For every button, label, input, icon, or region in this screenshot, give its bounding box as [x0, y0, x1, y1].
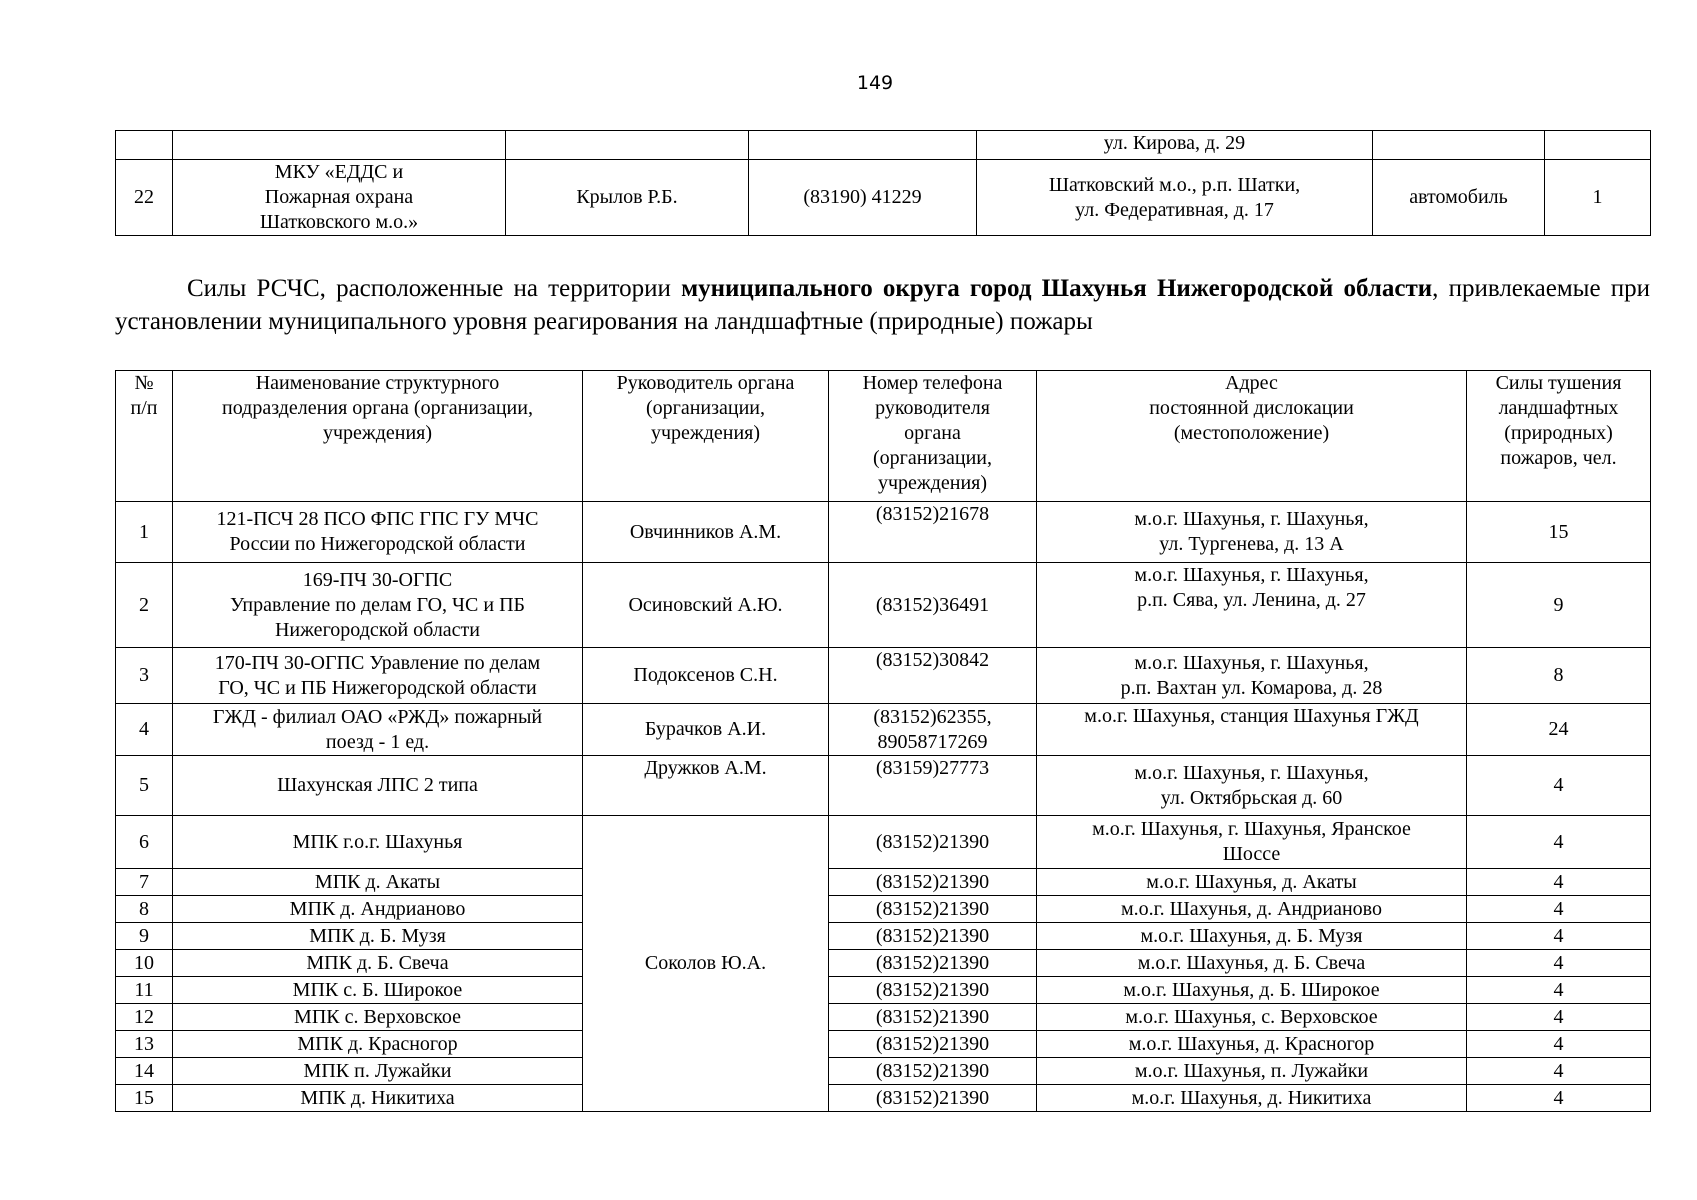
- cell-name: МПК д. Акаты: [173, 869, 583, 896]
- table-row: [116, 1031, 1651, 1058]
- cell-name: 121-ПСЧ 28 ПСО ФПС ГПС ГУ МЧС России по Нижегородской области: [173, 502, 583, 563]
- cell-head-merged: Соколов Ю.А.: [583, 816, 829, 1112]
- table-row: [116, 648, 1651, 704]
- cell-forces: 9: [1467, 563, 1651, 648]
- cell-address: м.о.г. Шахунья, д. Б. Широкое: [1037, 977, 1467, 1004]
- cell-forces: 15: [1467, 502, 1651, 563]
- cell-name: ГЖД - филиал ОАО «РЖД» пожарный поезд - 1 ед.: [173, 704, 583, 756]
- cell-address: м.о.г. Шахунья, д. Красногор: [1037, 1031, 1467, 1058]
- cell-name: 169-ПЧ 30-ОГПС Управление по делам ГО, ЧС и ПБ Нижегородской области: [173, 563, 583, 648]
- cell-forces: 4: [1467, 869, 1651, 896]
- table-row: [116, 896, 1651, 923]
- cell-forces: 4: [1467, 923, 1651, 950]
- cell-address: м.о.г. Шахунья, д. Б. Музя: [1037, 923, 1467, 950]
- cell-name: МПК г.о.г. Шахунья: [173, 816, 583, 869]
- cell-org: [173, 131, 506, 160]
- cell-head: Овчинников А.М.: [583, 502, 829, 563]
- cell-num: 11: [116, 977, 173, 1004]
- table-row: [116, 977, 1651, 1004]
- cell-num: 14: [116, 1058, 173, 1085]
- table-row: [116, 950, 1651, 977]
- header-name: Наименование структурного подразделения органа (организации, учреждения): [173, 371, 583, 502]
- cell-head: Бурачков А.И.: [583, 704, 829, 756]
- cell-name: 170-ПЧ 30-ОГПС Уравление по делам ГО, ЧС и ПБ Нижегородской области: [173, 648, 583, 704]
- cell-phone: (83159)27773: [829, 756, 1037, 816]
- cell-num: [116, 131, 173, 160]
- table-row: [116, 502, 1651, 563]
- cell-address: м.о.г. Шахунья, д. Б. Свеча: [1037, 950, 1467, 977]
- cell-transport: [1373, 131, 1545, 160]
- cell-head: Крылов Р.Б.: [506, 160, 749, 236]
- cell-address: м.о.г. Шахунья, г. Шахунья, р.п. Вахтан ул. Комарова, д. 28: [1037, 648, 1467, 704]
- cell-num: 5: [116, 756, 173, 816]
- cell-address: м.о.г. Шахунья, г. Шахунья, ул. Тургенева, д. 13 А: [1037, 502, 1467, 563]
- header-address: Адрес постоянной дислокации (местоположение): [1037, 371, 1467, 502]
- cell-phone: (83152)21390: [829, 1031, 1037, 1058]
- cell-name: МПК с. Верховское: [173, 1004, 583, 1031]
- cell-phone: (83152)30842: [829, 648, 1037, 704]
- table-row: [116, 1058, 1651, 1085]
- cell-num: 3: [116, 648, 173, 704]
- cell-name: МПК п. Лужайки: [173, 1058, 583, 1085]
- cell-address: м.о.г. Шахунья, д. Акаты: [1037, 869, 1467, 896]
- cell-count: [1545, 131, 1651, 160]
- cell-phone: (83152)21390: [829, 1085, 1037, 1112]
- cell-org: МКУ «ЕДДС и Пожарная охрана Шатковского м.о.»: [173, 160, 506, 236]
- cell-forces: 4: [1467, 1058, 1651, 1085]
- cell-phone: (83152)21390: [829, 896, 1037, 923]
- cell-phone: [749, 131, 977, 160]
- cell-address: м.о.г. Шахунья, г. Шахунья, Яранское Шоссе: [1037, 816, 1467, 869]
- table-row: [116, 563, 1651, 648]
- cell-address: м.о.г. Шахунья, с. Верховское: [1037, 1004, 1467, 1031]
- heading-text-start: Силы РСЧС, расположенные на территории: [187, 275, 682, 302]
- table-row: [116, 704, 1651, 756]
- cell-phone: (83152)21678: [829, 502, 1037, 563]
- cell-address: м.о.г. Шахунья, г. Шахунья, р.п. Сява, ул. Ленина, д. 27: [1037, 563, 1467, 648]
- cell-head: Дружков А.М.: [583, 756, 829, 816]
- table-row: [116, 869, 1651, 896]
- table-row: [116, 816, 1651, 869]
- cell-num: 22: [116, 160, 173, 236]
- cell-address: м.о.г. Шахунья, станция Шахунья ГЖД: [1037, 704, 1467, 756]
- table-row: [116, 131, 1651, 160]
- cell-num: 6: [116, 816, 173, 869]
- cell-num: 8: [116, 896, 173, 923]
- cell-forces: 4: [1467, 756, 1651, 816]
- table-row: [116, 756, 1651, 816]
- cell-num: 10: [116, 950, 173, 977]
- cell-forces: 24: [1467, 704, 1651, 756]
- cell-transport: автомобиль: [1373, 160, 1545, 236]
- cell-num: 13: [116, 1031, 173, 1058]
- cell-phone: (83152)21390: [829, 977, 1037, 1004]
- cell-address: ул. Кирова, д. 29: [977, 131, 1373, 160]
- cell-address: Шатковский м.о., р.п. Шатки, ул. Федеративная, д. 17: [977, 160, 1373, 236]
- cell-address: м.о.г. Шахунья, г. Шахунья, ул. Октябрьская д. 60: [1037, 756, 1467, 816]
- heading-text-end: , привлекаемые при установлении муниципального уровня реагирования на ландшафтные (природные) пожары: [115, 275, 1650, 335]
- table-row: [116, 1085, 1651, 1112]
- cell-phone: (83152)62355, 89058717269: [829, 704, 1037, 756]
- cell-name: МПК д. Андрианово: [173, 896, 583, 923]
- cell-phone: (83152)21390: [829, 816, 1037, 869]
- cell-forces: 4: [1467, 1031, 1651, 1058]
- cell-forces: 4: [1467, 1085, 1651, 1112]
- cell-phone: (83152)21390: [829, 923, 1037, 950]
- cell-forces: 4: [1467, 950, 1651, 977]
- cell-forces: 4: [1467, 977, 1651, 1004]
- cell-phone: (83152)21390: [829, 1058, 1037, 1085]
- cell-count: 1: [1545, 160, 1651, 236]
- cell-head: Осиновский А.Ю.: [583, 563, 829, 648]
- cell-num: 12: [116, 1004, 173, 1031]
- cell-head: Подоксенов С.Н.: [583, 648, 829, 704]
- cell-phone: (83152)21390: [829, 950, 1037, 977]
- cell-name: МПК д. Никитиха: [173, 1085, 583, 1112]
- cell-name: МПК д. Б. Свеча: [173, 950, 583, 977]
- cell-address: м.о.г. Шахунья, п. Лужайки: [1037, 1058, 1467, 1085]
- page-number: 149: [856, 72, 894, 94]
- cell-address: м.о.г. Шахунья, д. Никитиха: [1037, 1085, 1467, 1112]
- cell-forces: 4: [1467, 896, 1651, 923]
- cell-forces: 8: [1467, 648, 1651, 704]
- table-row: [116, 1004, 1651, 1031]
- header-forces: Силы тушения ландшафтных (природных) пожаров, чел.: [1467, 371, 1651, 502]
- cell-num: 1: [116, 502, 173, 563]
- cell-forces: 4: [1467, 816, 1651, 869]
- cell-name: МПК с. Б. Широкое: [173, 977, 583, 1004]
- cell-name: МПК д. Красногор: [173, 1031, 583, 1058]
- heading-bold-text: муниципального округа город Шахунья Нижегородской области: [681, 275, 1433, 302]
- table-header-row: [116, 371, 1651, 502]
- cell-num: 4: [116, 704, 173, 756]
- header-head: Руководитель органа (организации, учреждения): [583, 371, 829, 502]
- cell-name: МПК д. Б. Музя: [173, 923, 583, 950]
- cell-num: 7: [116, 869, 173, 896]
- section-heading: [115, 272, 1650, 338]
- previous-table-continuation: [115, 130, 1651, 236]
- cell-address: м.о.г. Шахунья, д. Андрианово: [1037, 896, 1467, 923]
- table-row: [116, 160, 1651, 236]
- cell-num: 9: [116, 923, 173, 950]
- cell-phone: (83190) 41229: [749, 160, 977, 236]
- header-phone: Номер телефона руководителя органа (организации, учреждения): [829, 371, 1037, 502]
- cell-phone: (83152)21390: [829, 1004, 1037, 1031]
- cell-phone: (83152)36491: [829, 563, 1037, 648]
- cell-name: Шахунская ЛПС 2 типа: [173, 756, 583, 816]
- cell-head: [506, 131, 749, 160]
- cell-phone: (83152)21390: [829, 869, 1037, 896]
- header-num: № п/п: [116, 371, 173, 502]
- cell-forces: 4: [1467, 1004, 1651, 1031]
- forces-table: [115, 370, 1651, 1112]
- cell-num: 2: [116, 563, 173, 648]
- table-row: [116, 923, 1651, 950]
- cell-num: 15: [116, 1085, 173, 1112]
